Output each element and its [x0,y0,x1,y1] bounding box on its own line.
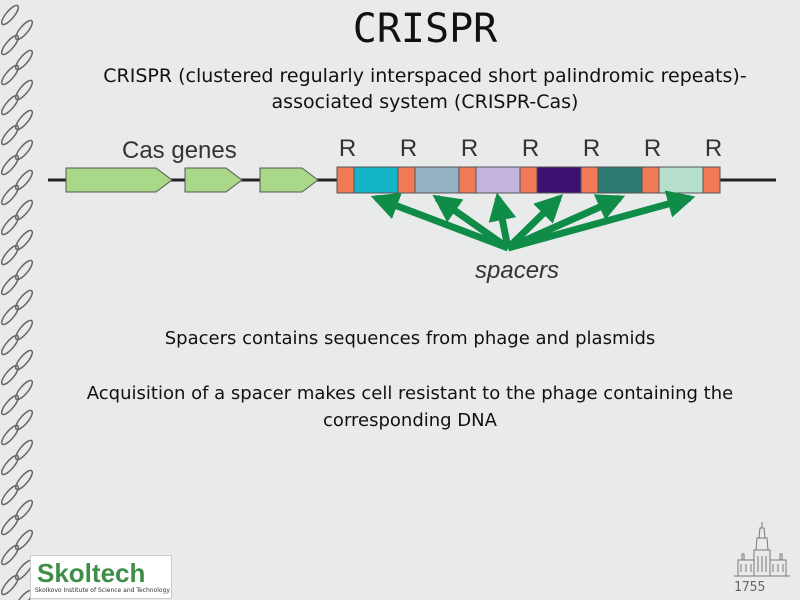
spacer-block [659,167,703,193]
cas-genes-label: Cas genes [122,137,237,164]
cas-gene-arrow [185,168,242,192]
spacers-label: spacers [475,257,560,284]
spacer-block [354,167,398,193]
repeat-label: R [460,135,479,162]
spacer-block [415,167,459,193]
slide-title: CRISPR [352,6,498,52]
repeat-label: R [582,135,601,162]
repeat-label: R [338,135,357,162]
slide-subtitle: CRISPR (clustered regularly interspaced short palindromic repeats)-associated system (CRISPR-Cas) [103,65,747,113]
cas-genes-group [66,168,318,192]
logo-name: Skoltech [37,558,146,588]
page-number: 1755 [734,580,766,595]
crispr-locus-diagram [0,130,800,290]
university-building-icon [732,520,792,580]
skoltech-logo [30,555,172,599]
repeat-block [520,167,537,193]
repeat-label: R [704,135,723,162]
body-line-2: Acquisition of a spacer makes cell resistant to the phage containing the corresponding DNA [86,383,734,431]
dna-chain-border [0,0,40,600]
repeat-block [459,167,476,193]
cas-gene-arrow [66,168,172,192]
spacer-block [537,167,581,193]
repeat-label: R [399,135,418,162]
crispr-array [337,167,720,193]
logo-tagline: Skolkovo Institute of Science and Technology [35,587,170,594]
repeat-block [398,167,415,193]
repeat-block [581,167,598,193]
spacer-block [476,167,520,193]
repeat-label: R [643,135,662,162]
spacer-block [598,167,642,193]
repeat-block [642,167,659,193]
body-line-1: Spacers contains sequences from phage and plasmids [164,328,656,349]
cas-gene-arrow [260,168,318,192]
repeat-block [703,167,720,193]
spacer-arrows [376,198,690,248]
repeat-label: R [521,135,540,162]
repeat-labels [339,135,722,162]
repeat-block [337,167,354,193]
